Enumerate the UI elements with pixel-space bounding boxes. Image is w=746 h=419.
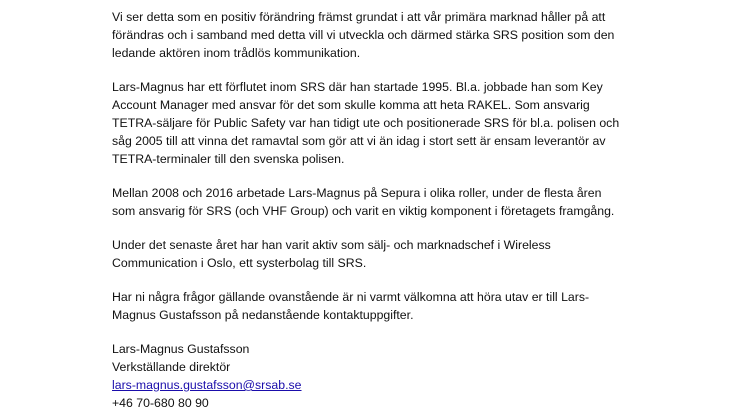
paragraph-3 — [112, 184, 737, 220]
paragraph-line: Magnus Gustafsson på nedanstående kontaktuppgifter. — [112, 308, 414, 322]
signature-email-link[interactable]: lars-magnus.gustafsson@srsab.se — [112, 378, 302, 392]
document-body — [112, 8, 737, 412]
paragraph-1 — [112, 8, 737, 62]
paragraph-line: Har ni några frågor gällande ovanstående är ni varmt välkomna att höra utav er till Lars- — [112, 290, 590, 304]
signature-title: Verkställande direktör — [112, 360, 231, 374]
paragraph-line: Under det senaste året har han varit aktiv som sälj- och marknadschef i Wireless — [112, 238, 551, 252]
paragraph-line: Communication i Oslo, ett systerbolag till SRS. — [112, 256, 367, 270]
paragraph-5 — [112, 288, 737, 324]
paragraph-line: ledande aktören inom trådlös kommunikation. — [112, 46, 361, 60]
paragraph-4 — [112, 236, 737, 272]
paragraph-line: TETRA-säljare för Public Safety var han tidigt ute och positionerade SRS för bl.a. polisen och — [112, 116, 620, 130]
paragraph-line: som ansvarig för SRS (och VHF Group) och varit en viktig komponent i företagets framgång. — [112, 204, 615, 218]
signature-phone: +46 70-680 80 90 — [112, 396, 209, 410]
signature-block — [112, 340, 737, 412]
paragraph-line: Vi ser detta som en positiv förändring främst grundat i att vår primära marknad håller på att — [112, 10, 606, 24]
paragraph-line: förändras och i samband med detta vill vi utveckla och därmed stärka SRS position som den — [112, 28, 615, 42]
paragraph-line: Mellan 2008 och 2016 arbetade Lars-Magnus på Sepura i olika roller, under de flesta åren — [112, 186, 602, 200]
paragraph-line: Lars-Magnus har ett förflutet inom SRS där han startade 1995. Bl.a. jobbade han som Key — [112, 80, 603, 94]
paragraph-line: såg 2005 till att vinna det ramavtal som gör att vi än idag i stort sett är ensam leverantör av — [112, 134, 606, 148]
signature-name: Lars-Magnus Gustafsson — [112, 342, 250, 356]
paragraph-line: TETRA-terminaler till den svenska polisen. — [112, 152, 345, 166]
paragraph-line: Account Manager med ansvar för det som skulle komma att heta RAKEL. Som ansvarig — [112, 98, 590, 112]
paragraph-2 — [112, 78, 737, 168]
